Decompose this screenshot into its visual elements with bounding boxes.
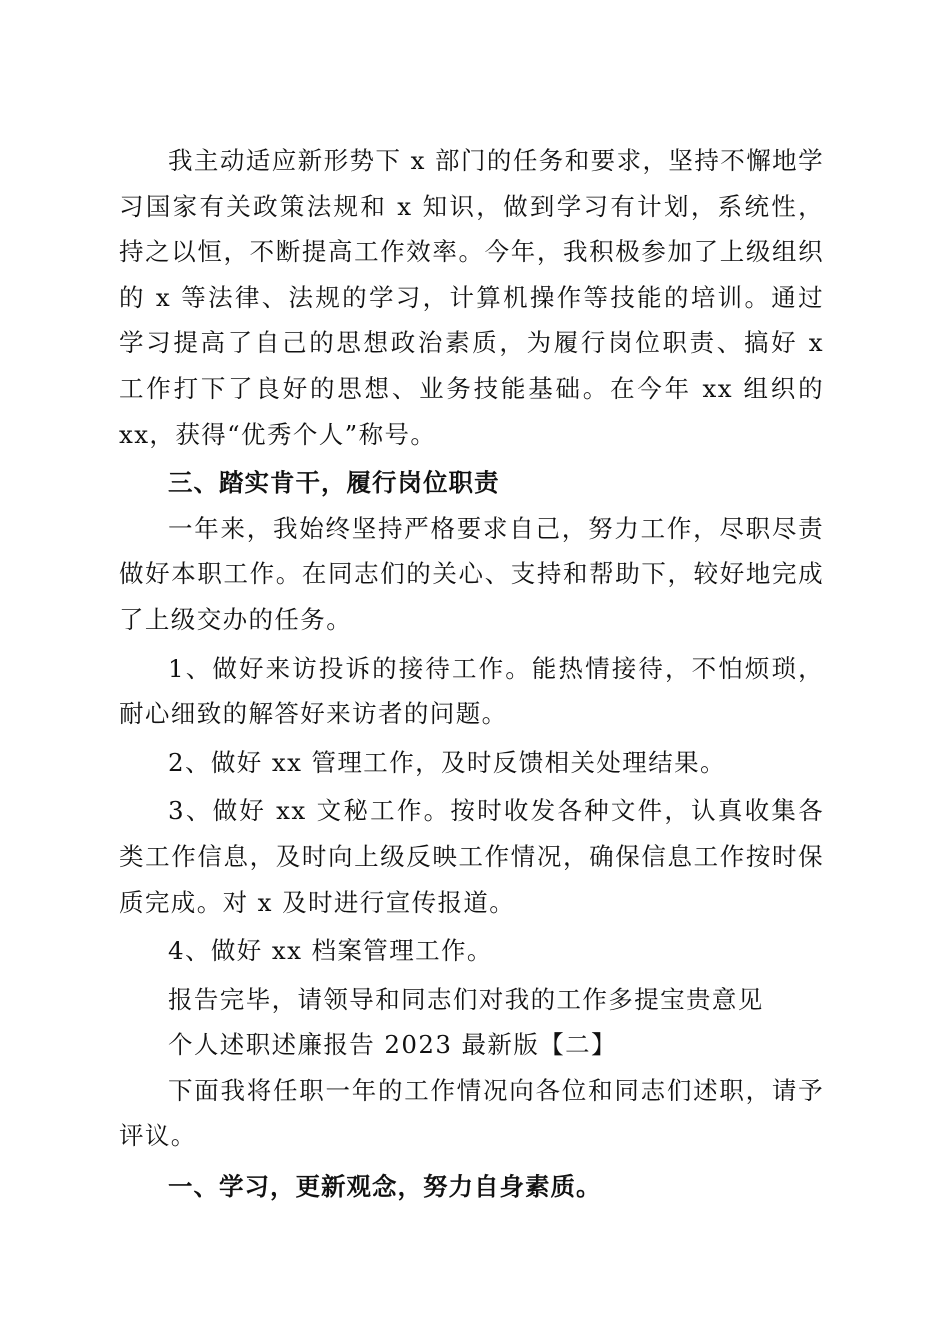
paragraph-item-2: 2、做好 xx 管理工作，及时反馈相关处理结果。 (168, 747, 726, 777)
section-heading-3: 三、踏实肯干，履行岗位职责 (168, 468, 500, 498)
paragraph-closing: 报告完毕，请领导和同志们对我的工作多提宝贵意见 (168, 984, 764, 1014)
paragraph-item-4: 4、做好 xx 档案管理工作。 (168, 936, 493, 966)
paragraph-year-summary: 一年来，我始终坚持严格要求自己，努力工作，尽职尽责做好本职工作。在同志们的关心、支持和帮助下，较好地完成了上级交办的任务。 (119, 513, 824, 634)
section-heading-1: 一、学习，更新观念，努力自身素质。 (168, 1172, 602, 1202)
paragraph-item-1: 1、做好来访投诉的接待工作。能热情接待，不怕烦琐，耐心细致的解答好来访者的问题。 (119, 653, 824, 729)
paragraph-study: 我主动适应新形势下 x 部门的任务和要求，坚持不懈地学习国家有关政策法规和 x 知识，做到学习有计划，系统性，持之以恒，不断提高工作效率。今年，我积极参加了上级组织的 x 等法律、法规的学习，计算机操作等技能的培训。通过学习提高了自己的思想政治素质，为履行岗位职责、搞好 x 工作打下了良好的思想、业务技能基础。在今年 xx 组织的 xx，获得“优秀个人”称号。 (119, 146, 824, 449)
paragraph-intro: 下面我将任职一年的工作情况向各位和同志们述职，请予评议。 (119, 1075, 824, 1151)
report-subtitle: 个人述职述廉报告 2023 最新版【二】 (168, 1030, 617, 1060)
paragraph-item-3: 3、做好 xx 文秘工作。按时收发各种文件，认真收集各类工作信息，及时向上级反映工作情况，确保信息工作按时保质完成。对 x 及时进行宣传报道。 (119, 796, 824, 917)
document-body (119, 138, 824, 1210)
